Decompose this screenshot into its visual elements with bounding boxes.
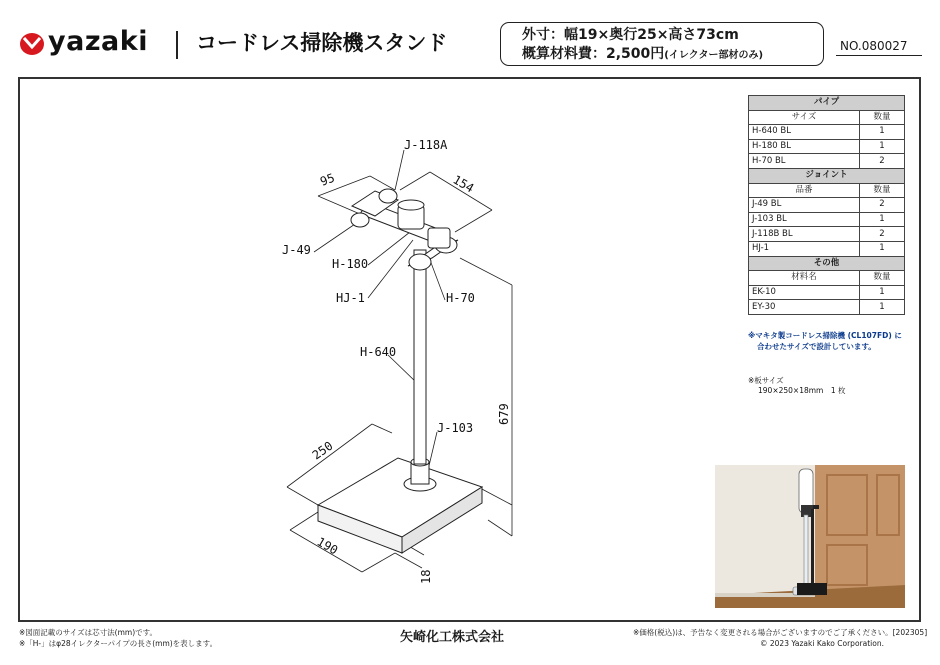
- column-header: 品番: [749, 183, 860, 198]
- h640-pipe: [414, 250, 426, 464]
- section-joint-title: ジョイント: [749, 168, 905, 183]
- label-j118a: J-118A: [404, 138, 448, 152]
- spec-size: 外寸：幅19×奥行25×高さ73cm: [522, 27, 739, 43]
- label-j103: J-103: [437, 421, 474, 435]
- part-name: H-70 BL: [749, 154, 860, 169]
- part-qty: 1: [860, 300, 905, 315]
- footer-note-dimensions: ※図面記載のサイズは芯寸法(mm)です。: [19, 628, 158, 637]
- part-qty: 2: [860, 227, 905, 242]
- column-header: サイズ: [749, 110, 860, 125]
- dim-679: 679: [497, 403, 511, 425]
- part-name: H-640 BL: [749, 125, 860, 140]
- part-qty: 2: [860, 154, 905, 169]
- document-number-underline: [836, 55, 922, 56]
- page-title: コードレス掃除機スタンド: [196, 31, 448, 55]
- part-name: J-103 BL: [749, 212, 860, 227]
- part-name: HJ-1: [749, 241, 860, 256]
- dim-154: 154: [450, 172, 477, 196]
- part-qty: 1: [860, 125, 905, 140]
- label-h640: H-640: [360, 345, 397, 359]
- part-qty: 1: [860, 212, 905, 227]
- spec-cost-note: (イレクター部材のみ): [664, 50, 764, 61]
- board-size-note: [748, 376, 846, 396]
- spec-cost: [522, 45, 763, 65]
- brand-wordmark: yazaki: [48, 26, 148, 57]
- part-name: H-180 BL: [749, 139, 860, 154]
- assembly-drawing: [20, 79, 740, 620]
- part-name: J-49 BL: [749, 198, 860, 213]
- section-pipe-title: パイプ: [749, 96, 905, 111]
- dim-95: 95: [318, 170, 337, 189]
- dim-190: 190: [314, 534, 341, 558]
- makita-note-line1: ※マキタ製コードレス掃除機 (CL107FD) に: [748, 331, 902, 340]
- makita-note-line2: 合わせたサイズで設計しています。: [757, 342, 876, 351]
- part-name: J-118B BL: [749, 227, 860, 242]
- part-name: EK-10: [749, 285, 860, 300]
- footer-price-note: ※価格(税込)は、予告なく変更される場合がございますのでご了承ください。[202305]: [633, 628, 928, 637]
- part-qty: 1: [860, 139, 905, 154]
- parts-table: [748, 95, 905, 315]
- makita-note: [748, 330, 902, 352]
- part-qty: 2: [860, 198, 905, 213]
- base-board: [318, 458, 482, 553]
- header-divider: [176, 31, 178, 59]
- label-hj1: HJ-1: [336, 291, 365, 305]
- table-row: [749, 285, 905, 300]
- column-header: 数量: [860, 110, 905, 125]
- label-h180: H-180: [332, 257, 369, 271]
- label-j49: J-49: [282, 243, 311, 257]
- column-header: 材料名: [749, 271, 860, 286]
- dim-250: 250: [309, 438, 336, 463]
- copyright: © 2023 Yazaki Kako Corporation.: [760, 639, 884, 648]
- table-row: [749, 212, 905, 227]
- spec-cost-value: 概算材料費：2,500円: [522, 46, 665, 62]
- document-number: NO.080027: [840, 39, 908, 53]
- table-row: [749, 198, 905, 213]
- footer-note-pipe: ※「H-」はφ28イレクターパイプの長さ(mm)を表します。: [19, 639, 218, 648]
- section-other-title: その他: [749, 256, 905, 271]
- dim-18: 18: [419, 569, 433, 584]
- column-header: 数量: [860, 183, 905, 198]
- table-row: [749, 154, 905, 169]
- table-row: [749, 300, 905, 315]
- label-h70: H-70: [446, 291, 475, 305]
- column-header: 数量: [860, 271, 905, 286]
- board-size-title: ※板サイズ: [748, 376, 784, 385]
- table-row: [749, 139, 905, 154]
- table-row: [749, 241, 905, 256]
- board-size-value: 190×250×18mm 1 枚: [758, 386, 846, 395]
- part-qty: 1: [860, 241, 905, 256]
- company-name: 矢崎化工株式会社: [400, 630, 505, 645]
- part-qty: 1: [860, 285, 905, 300]
- part-name: EY-30: [749, 300, 860, 315]
- product-photo: [715, 465, 905, 608]
- table-row: [749, 227, 905, 242]
- table-row: [749, 125, 905, 140]
